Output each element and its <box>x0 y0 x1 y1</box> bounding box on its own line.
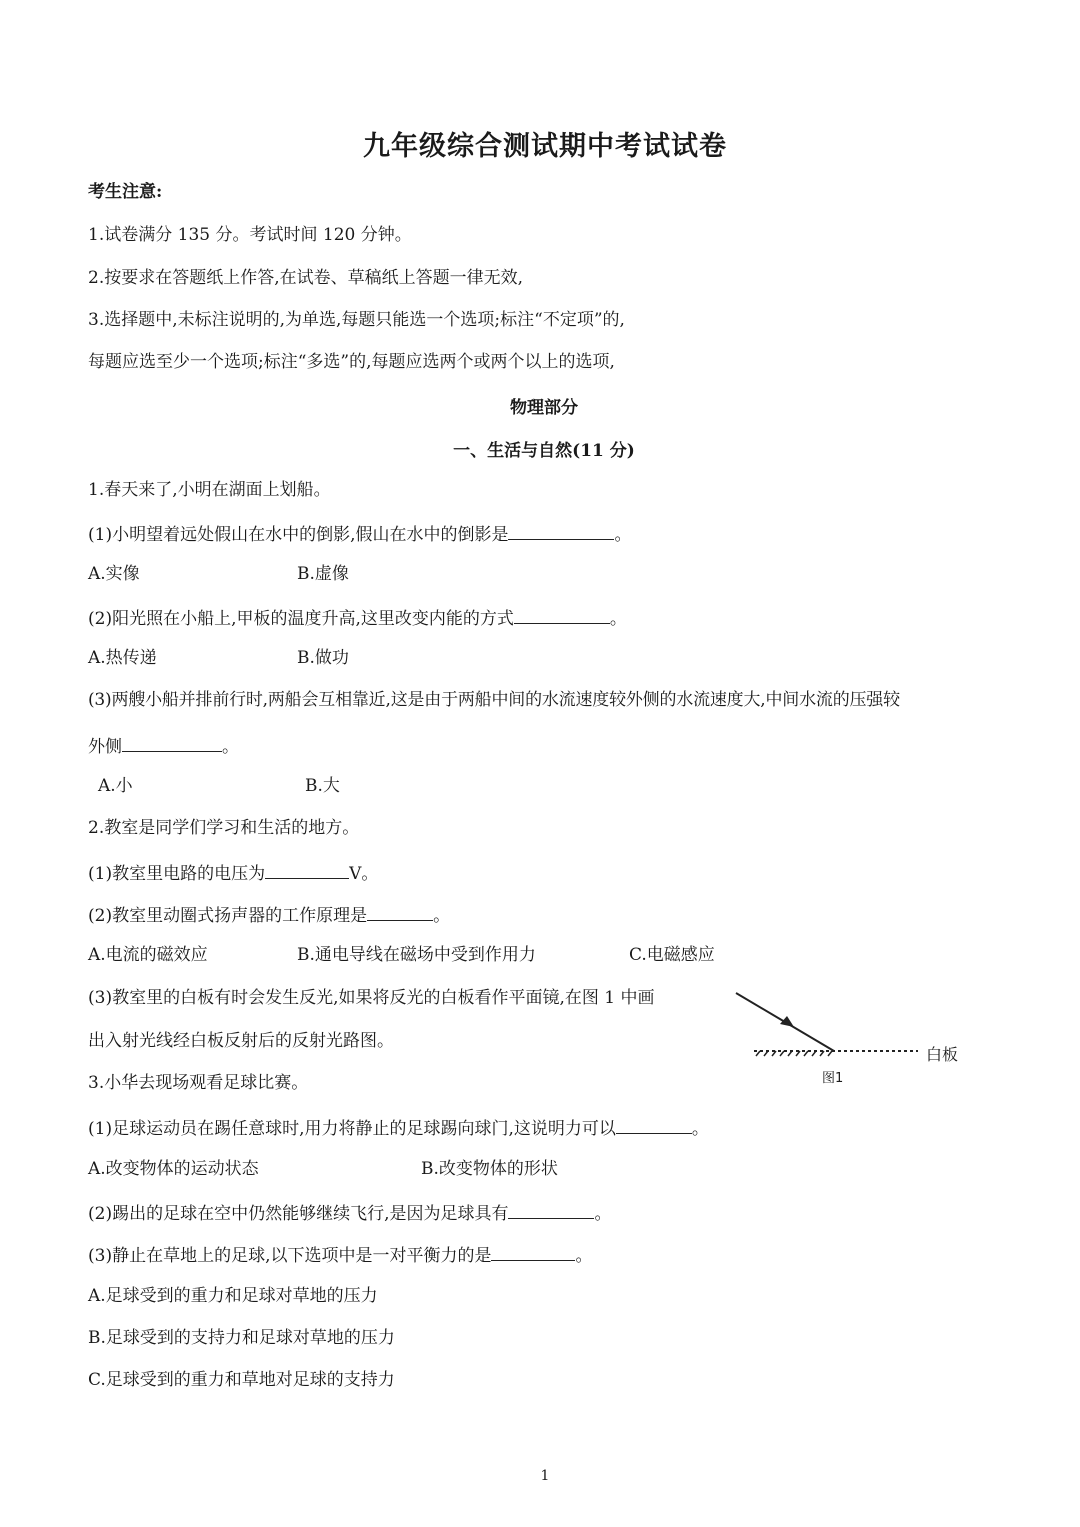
q1-sub2-option-b: B.做功 <box>297 648 349 668</box>
q1-sub2-text: (2)阳光照在小船上,甲板的温度升高,这里改变内能的方式 <box>88 609 514 629</box>
q1-sub3-line1: (3)两艘小船并排前行时,两船会互相靠近,这是由于两船中间的水流速度较外侧的水流速度大,中间水流的压强较 <box>88 690 900 710</box>
q1-sub1-text: (1)小明望着远处假山在水中的倒影,假山在水中的倒影是 <box>88 525 509 545</box>
q2-sub1-text: (1)教室里电路的电压为 <box>88 864 266 884</box>
q2-sub1 <box>88 860 378 885</box>
figure-1 <box>730 985 990 1095</box>
figure-caption: 图1 <box>822 1071 844 1086</box>
q3-sub2-end: 。 <box>594 1204 612 1224</box>
q1-sub2-end: 。 <box>609 609 627 629</box>
q3-sub1 <box>88 1115 709 1140</box>
q3-sub2 <box>88 1200 611 1225</box>
answer-blank[interactable] <box>616 1115 692 1134</box>
q3-sub1-end: 。 <box>691 1119 709 1139</box>
answer-blank[interactable] <box>491 1242 575 1261</box>
q2-sub2-text: (2)教室里动圈式扬声器的工作原理是 <box>88 906 368 926</box>
exam-title: 九年级综合测试期中考试试卷 <box>363 131 727 162</box>
q3-sub1-option-b: B.改变物体的形状 <box>421 1159 558 1179</box>
answer-blank[interactable] <box>265 860 349 879</box>
answer-blank[interactable] <box>122 733 222 752</box>
q2-sub2-option-b: B.通电导线在磁场中受到作用力 <box>297 945 536 965</box>
q3-sub3 <box>88 1242 592 1267</box>
q2-sub3-line1: (3)教室里的白板有时会发生反光,如果将反光的白板看作平面镜,在图 1 中画 <box>88 988 655 1008</box>
q1-sub1-option-b: B.虚像 <box>297 564 349 584</box>
q2-sub2-end: 。 <box>433 906 451 926</box>
notice-item-3: 3.选择题中,未标注说明的,为单选,每题只能选一个选项;标注“不定项”的, <box>88 310 625 330</box>
reflection-diagram <box>730 985 990 1095</box>
q3-sub3-text: (3)静止在草地上的足球,以下选项中是一对平衡力的是 <box>88 1246 492 1266</box>
notice-item-1: 1.试卷满分 135 分。考试时间 120 分钟。 <box>88 225 412 245</box>
answer-blank[interactable] <box>367 902 433 921</box>
arrow-head-icon <box>780 1016 794 1027</box>
q3-sub2-text: (2)踢出的足球在空中仍然能够继续飞行,是因为足球具有 <box>88 1204 509 1224</box>
q1-sub2 <box>88 605 627 630</box>
q1-stem: 1.春天来了,小明在湖面上划船。 <box>88 480 331 500</box>
q1-sub1-option-a: A.实像 <box>88 564 140 584</box>
notice-item-4: 每题应选至少一个选项;标注“多选”的,每题应选两个或两个以上的选项, <box>88 352 615 372</box>
notice-heading: 考生注意: <box>88 182 163 202</box>
q3-sub3-end: 。 <box>575 1246 593 1266</box>
section-heading: 一、生活与自然(11 分) <box>453 441 635 461</box>
q1-sub1-end: 。 <box>614 525 632 545</box>
page-number: 1 <box>540 1468 550 1484</box>
q1-sub3-option-a: A.小 <box>98 776 133 796</box>
q3-sub3-option-a: A.足球受到的重力和足球对草地的压力 <box>88 1286 378 1306</box>
q2-sub1-end: V。 <box>349 864 379 884</box>
q2-stem: 2.教室是同学们学习和生活的地方。 <box>88 818 360 838</box>
q1-sub1 <box>88 521 631 546</box>
q3-sub1-text: (1)足球运动员在踢任意球时,用力将静止的足球踢向球门,这说明力可以 <box>88 1119 616 1139</box>
q1-sub3-text: 外侧 <box>88 737 122 757</box>
q2-sub2-option-c: C.电磁感应 <box>629 945 715 965</box>
part-heading: 物理部分 <box>510 398 578 418</box>
q2-sub2 <box>88 902 450 927</box>
q1-sub3-line2 <box>88 733 239 758</box>
q1-sub3-option-b: B.大 <box>305 776 340 796</box>
q2-sub3-line2: 出入射光线经白板反射后的反射光路图。 <box>88 1031 394 1051</box>
q3-sub1-option-a: A.改变物体的运动状态 <box>88 1159 259 1179</box>
q3-sub3-option-b: B.足球受到的支持力和足球对草地的压力 <box>88 1328 395 1348</box>
q3-stem: 3.小华去现场观看足球比赛。 <box>88 1073 309 1093</box>
q1-sub3-end: 。 <box>222 737 239 757</box>
notice-item-2: 2.按要求在答题纸上作答,在试卷、草稿纸上答题一律无效, <box>88 268 524 288</box>
q1-sub2-option-a: A.热传递 <box>88 648 157 668</box>
answer-blank[interactable] <box>508 1200 594 1219</box>
q2-sub2-option-a: A.电流的磁效应 <box>88 945 208 965</box>
answer-blank[interactable] <box>514 605 610 624</box>
answer-blank[interactable] <box>508 521 614 540</box>
q3-sub3-option-c: C.足球受到的重力和草地对足球的支持力 <box>88 1370 395 1390</box>
whiteboard-label: 白板 <box>926 1045 959 1064</box>
